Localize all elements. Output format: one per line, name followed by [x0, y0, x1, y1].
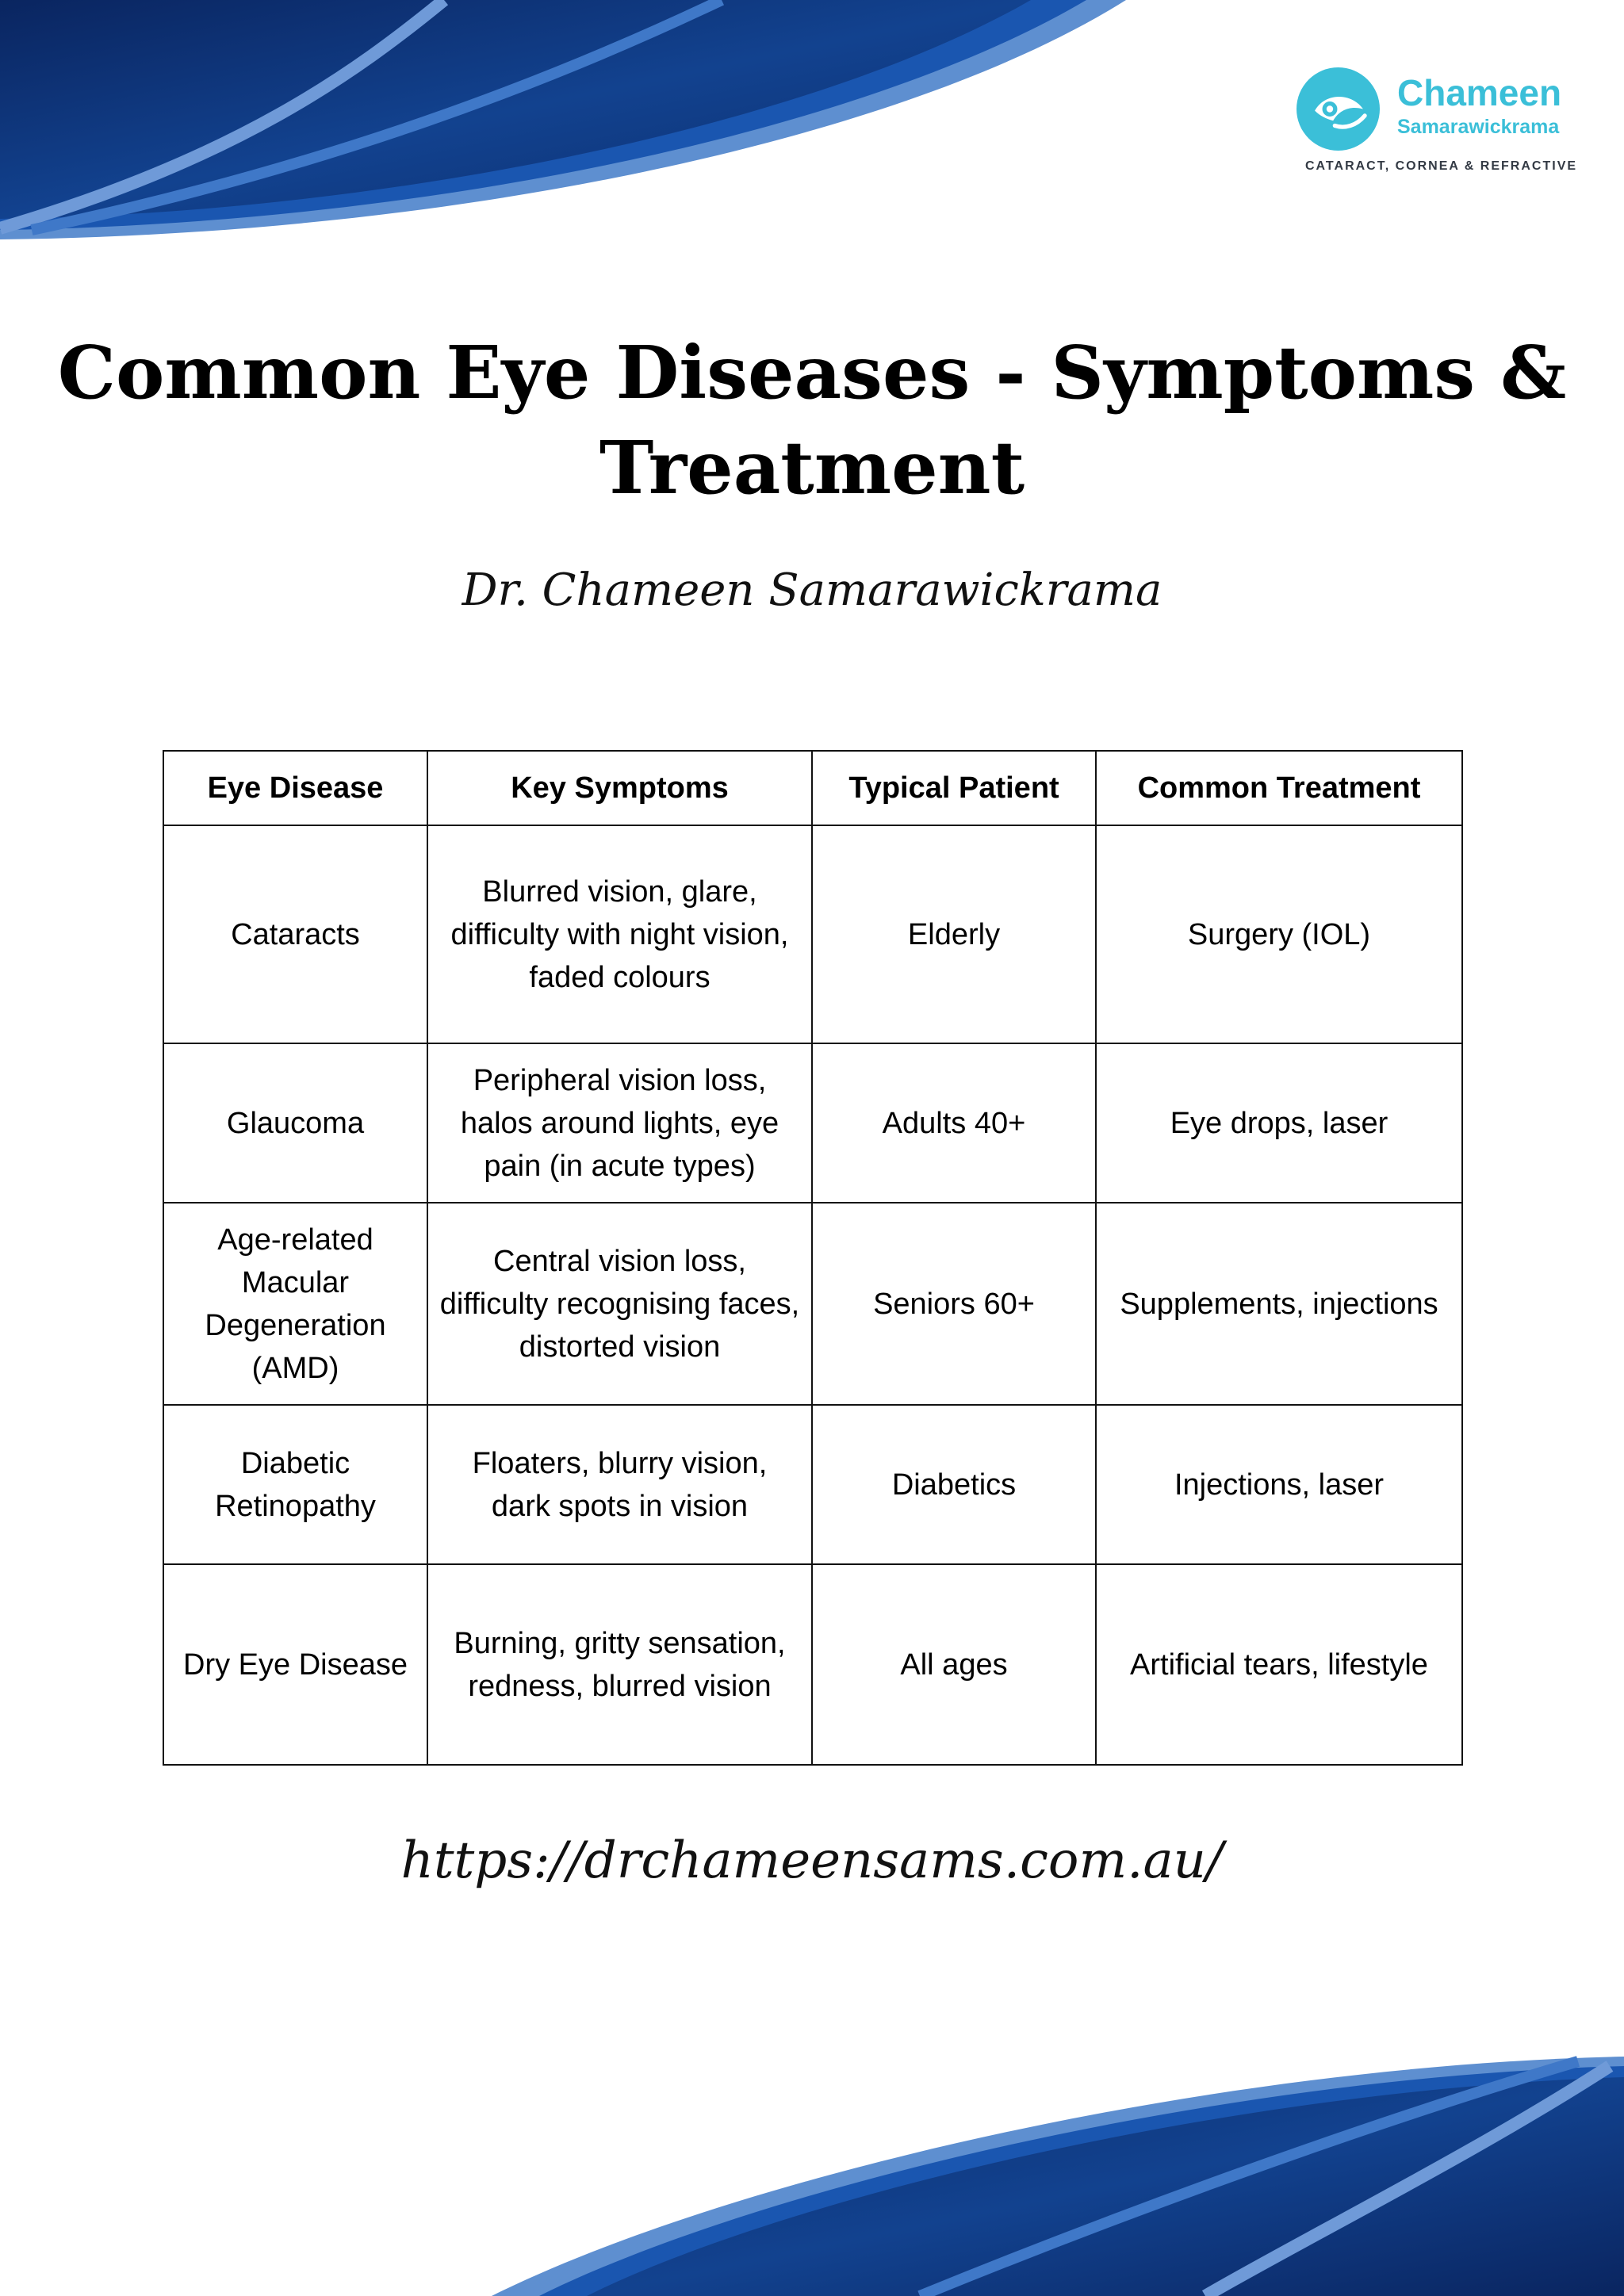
treatment-cell: Supplements, injections	[1096, 1203, 1462, 1405]
author-name: Dr. Chameen Samarawickrama	[462, 564, 1162, 616]
disease-cell: Diabetic Retinopathy	[163, 1405, 427, 1564]
column-header-key-symptoms: Key Symptoms	[427, 751, 812, 825]
symptoms-cell: Blurred vision, glare, difficulty with night vision, faded colours	[427, 825, 812, 1043]
table-row	[163, 1203, 1462, 1405]
eye-logo-icon	[1297, 67, 1380, 151]
disease-cell: Age-related Macular Degeneration (AMD)	[163, 1203, 427, 1405]
patient-cell: All ages	[812, 1564, 1096, 1765]
treatment-cell: Injections, laser	[1096, 1405, 1462, 1564]
page-title: Common Eye Diseases - Symptoms & Treatment	[57, 330, 1567, 511]
symptoms-cell: Peripheral vision loss, halos around lights, eye pain (in acute types)	[427, 1043, 812, 1203]
symptoms-cell: Burning, gritty sensation, redness, blurred vision	[427, 1564, 812, 1765]
patient-cell: Diabetics	[812, 1405, 1096, 1564]
table-row	[163, 825, 1462, 1043]
patient-cell: Elderly	[812, 825, 1096, 1043]
table-row	[163, 1405, 1462, 1564]
treatment-cell: Artificial tears, lifestyle	[1096, 1564, 1462, 1765]
column-header-typical-patient: Typical Patient	[812, 751, 1096, 825]
column-header-common-treatment: Common Treatment	[1096, 751, 1462, 825]
brand-logo	[1293, 63, 1578, 182]
table-row	[163, 1043, 1462, 1203]
disease-cell: Dry Eye Disease	[163, 1564, 427, 1765]
disease-cell: Cataracts	[163, 825, 427, 1043]
website-link[interactable]: https://drchameensams.com.au/	[400, 1831, 1224, 1890]
patient-cell: Adults 40+	[812, 1043, 1096, 1203]
brand-tagline: CATARACT, CORNEA & REFRACTIVE	[1305, 159, 1578, 173]
bottom-wave-decoration	[0, 2042, 1624, 2296]
disease-cell: Glaucoma	[163, 1043, 427, 1203]
treatment-cell: Eye drops, laser	[1096, 1043, 1462, 1203]
table-row	[163, 1564, 1462, 1765]
symptoms-cell: Central vision loss, difficulty recognising faces, distorted vision	[427, 1203, 812, 1405]
table-header-row	[163, 751, 1462, 825]
brand-name: Chameen	[1397, 72, 1562, 113]
patient-cell: Seniors 60+	[812, 1203, 1096, 1405]
symptoms-cell: Floaters, blurry vision, dark spots in vision	[427, 1405, 812, 1564]
eye-disease-table	[163, 750, 1463, 1766]
treatment-cell: Surgery (IOL)	[1096, 825, 1462, 1043]
brand-surname: Samarawickrama	[1397, 116, 1560, 138]
column-header-eye-disease: Eye Disease	[163, 751, 427, 825]
